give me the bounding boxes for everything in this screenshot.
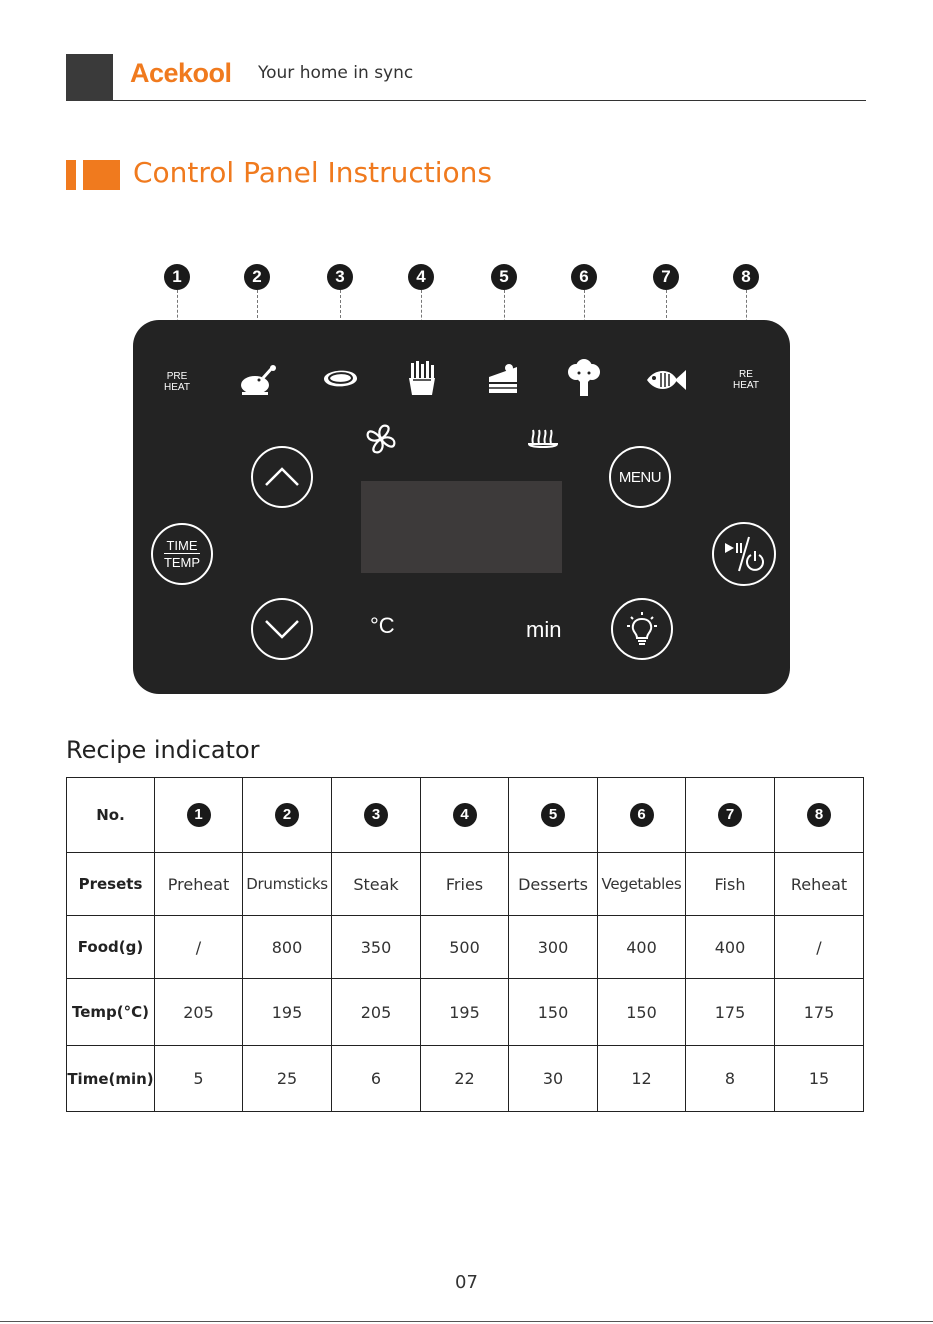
row-header: Temp(°C) — [67, 979, 155, 1046]
number-marker: 2 — [275, 803, 299, 827]
temp-label: TEMP — [163, 555, 201, 570]
lightbulb-icon — [622, 609, 662, 649]
minutes-unit: min — [526, 617, 562, 642]
recipe-title: Recipe indicator — [66, 736, 260, 764]
marker-3: 3 — [327, 264, 353, 290]
preheat-label[interactable] — [160, 371, 194, 393]
table-cell — [332, 778, 421, 853]
number-marker: 6 — [630, 803, 654, 827]
broccoli-icon[interactable] — [566, 358, 602, 398]
preheat-label-line1: PRE — [166, 371, 188, 382]
table-cell: 400 — [686, 916, 775, 979]
table-cell: 175 — [686, 979, 775, 1046]
table-cell: 400 — [598, 916, 686, 979]
marker-8: 8 — [733, 264, 759, 290]
time-temp-button[interactable] — [151, 523, 213, 585]
table-cell: Drumsticks — [243, 853, 332, 916]
number-marker: 3 — [364, 803, 388, 827]
table-cell: Preheat — [155, 853, 243, 916]
table-cell — [243, 778, 332, 853]
brand-logo: Acekool — [130, 58, 232, 88]
table-cell: 5 — [155, 1046, 243, 1112]
number-marker: 7 — [718, 803, 742, 827]
table-cell: Desserts — [509, 853, 598, 916]
number-marker: 1 — [187, 803, 211, 827]
table-cell: 300 — [509, 916, 598, 979]
up-button[interactable] — [251, 446, 313, 508]
light-button[interactable] — [611, 598, 673, 660]
table-cell: 150 — [598, 979, 686, 1046]
table-cell: Vegetables — [598, 853, 686, 916]
table-cell: 205 — [155, 979, 243, 1046]
row-header: No. — [67, 778, 155, 853]
table-cell — [686, 778, 775, 853]
table-cell: Reheat — [775, 853, 864, 916]
marker-2: 2 — [244, 264, 270, 290]
time-label: TIME — [166, 538, 198, 553]
header-block — [66, 54, 113, 101]
table-cell: 8 — [686, 1046, 775, 1112]
table-cell: 6 — [332, 1046, 421, 1112]
marker-5: 5 — [491, 264, 517, 290]
title-accent-large — [83, 160, 120, 190]
display-screen — [361, 481, 562, 573]
table-cell: 22 — [421, 1046, 509, 1112]
title-accent-small — [66, 160, 76, 190]
row-header: Presets — [67, 853, 155, 916]
chevron-down-icon — [262, 617, 302, 641]
table-cell: 350 — [332, 916, 421, 979]
fries-icon[interactable] — [407, 360, 437, 396]
fish-icon[interactable] — [645, 366, 687, 394]
table-cell: / — [775, 916, 864, 979]
table-cell: 25 — [243, 1046, 332, 1112]
marker-4: 4 — [408, 264, 434, 290]
table-row — [67, 979, 864, 1046]
down-button[interactable] — [251, 598, 313, 660]
table-cell — [509, 778, 598, 853]
steak-icon[interactable] — [321, 366, 359, 392]
table-cell: 175 — [775, 979, 864, 1046]
table-cell: Fries — [421, 853, 509, 916]
table-cell: 500 — [421, 916, 509, 979]
table-cell: 195 — [421, 979, 509, 1046]
number-marker: 8 — [807, 803, 831, 827]
table-cell — [775, 778, 864, 853]
footer-rule — [0, 1321, 933, 1322]
table-cell: 800 — [243, 916, 332, 979]
marker-7: 7 — [653, 264, 679, 290]
reheat-label[interactable] — [729, 369, 763, 391]
table-cell: 150 — [509, 979, 598, 1046]
play-pause-power-icon — [719, 529, 769, 579]
reheat-label-line2: HEAT — [733, 380, 759, 391]
table-row — [67, 1046, 864, 1112]
heating-icon — [527, 427, 559, 451]
marker-6: 6 — [571, 264, 597, 290]
marker-1: 1 — [164, 264, 190, 290]
row-header: Time(min) — [67, 1046, 155, 1112]
table-cell: 205 — [332, 979, 421, 1046]
header-rule — [113, 100, 866, 101]
number-marker: 4 — [453, 803, 477, 827]
page-number: 07 — [455, 1272, 478, 1293]
tagline: Your home in sync — [258, 63, 414, 83]
cake-icon[interactable] — [487, 363, 523, 395]
preheat-label-line2: HEAT — [164, 382, 190, 393]
section-title: Control Panel Instructions — [133, 156, 492, 189]
table-row — [67, 916, 864, 979]
start-power-button[interactable] — [712, 522, 776, 586]
table-cell — [421, 778, 509, 853]
table-row — [67, 778, 864, 853]
fan-icon — [363, 421, 399, 457]
table-cell: 12 — [598, 1046, 686, 1112]
table-cell: 30 — [509, 1046, 598, 1112]
table-cell — [155, 778, 243, 853]
table-cell: 195 — [243, 979, 332, 1046]
menu-button[interactable]: MENU — [609, 446, 671, 508]
celsius-unit: °C — [370, 613, 395, 638]
reheat-label-line1: RE — [739, 369, 753, 380]
table-cell: Steak — [332, 853, 421, 916]
table-cell — [598, 778, 686, 853]
table-row — [67, 853, 864, 916]
table-cell: 15 — [775, 1046, 864, 1112]
number-marker: 5 — [541, 803, 565, 827]
recipe-table — [66, 777, 864, 1112]
table-cell: Fish — [686, 853, 775, 916]
table-cell: / — [155, 916, 243, 979]
chevron-up-icon — [262, 465, 302, 489]
drumstick-icon[interactable] — [239, 364, 277, 396]
row-header: Food(g) — [67, 916, 155, 979]
